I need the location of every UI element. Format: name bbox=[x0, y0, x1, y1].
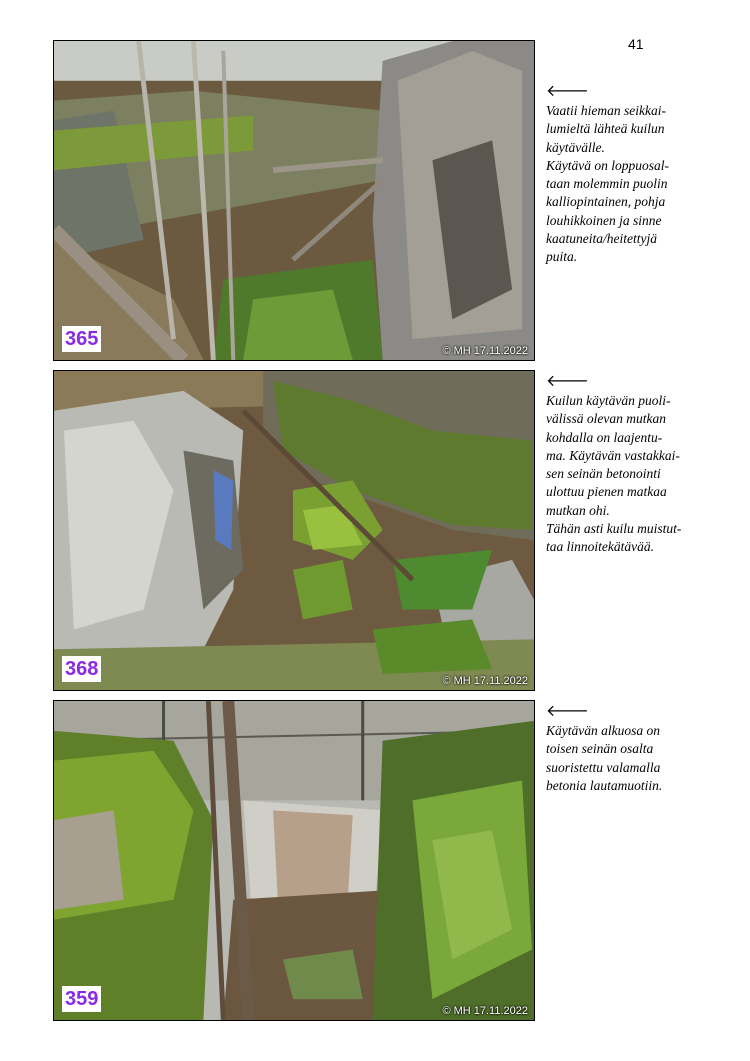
caption-line: kalliopintainen, pohja bbox=[546, 194, 666, 210]
caption-line: Käytävä on loppuosal- bbox=[546, 157, 669, 173]
arrow-left-icon: 🡐 bbox=[546, 703, 589, 720]
caption-line: toisen seinän osalta bbox=[546, 741, 654, 757]
caption-359 bbox=[546, 704, 696, 795]
caption-line: välissä olevan mutkan bbox=[546, 411, 666, 427]
caption-365 bbox=[546, 84, 696, 267]
caption-line: taa linnoitekätävää. bbox=[546, 539, 654, 555]
photo-number-label: 368 bbox=[62, 656, 101, 682]
caption-line: kohdalla on laajentu- bbox=[546, 429, 663, 445]
caption-368 bbox=[546, 374, 696, 557]
caption-line: taan molemmin puolin bbox=[546, 176, 668, 192]
photo-number-label: 365 bbox=[62, 326, 101, 352]
caption-line: Käytävän alkuosa on bbox=[546, 723, 660, 738]
caption-line: betonia lautamuotiin. bbox=[546, 777, 663, 793]
photo-number-label: 359 bbox=[62, 986, 101, 1012]
caption-line: mutkan ohi. bbox=[546, 502, 610, 518]
photo-368 bbox=[53, 370, 535, 691]
caption-line: puita. bbox=[546, 249, 578, 265]
caption-line: kaatuneita/heitettyjä bbox=[546, 231, 657, 247]
copyright-label: © MH 17.11.2022 bbox=[442, 345, 528, 357]
photo-359 bbox=[53, 700, 535, 1021]
photo-365-image bbox=[54, 41, 534, 360]
caption-line: Tähän asti kuilu muistut- bbox=[546, 521, 682, 537]
caption-line: Vaatii hieman seikkai- bbox=[546, 103, 666, 118]
caption-line: ma. Käytävän vastakkai- bbox=[546, 447, 680, 463]
page-number: 41 bbox=[628, 36, 644, 52]
copyright-label: © MH 17.11.2022 bbox=[442, 675, 528, 687]
caption-line: käytävälle. bbox=[546, 139, 605, 155]
caption-line: Kuilun käytävän puoli- bbox=[546, 393, 671, 408]
caption-line: sen seinän betonointi bbox=[546, 466, 661, 482]
caption-line: ulottuu pienen matkaa bbox=[546, 484, 667, 500]
arrow-left-icon: 🡐 bbox=[546, 83, 589, 100]
photo-359-image bbox=[54, 701, 534, 1020]
photo-368-image bbox=[54, 371, 534, 690]
arrow-left-icon: 🡐 bbox=[546, 373, 589, 390]
copyright-label: © MH 17.11.2022 bbox=[442, 1005, 528, 1017]
photo-365 bbox=[53, 40, 535, 361]
caption-line: lumieltä lähteä kuilun bbox=[546, 121, 665, 137]
caption-line: louhikkoinen ja sinne bbox=[546, 212, 662, 228]
caption-line: suoristettu valamalla bbox=[546, 759, 661, 775]
